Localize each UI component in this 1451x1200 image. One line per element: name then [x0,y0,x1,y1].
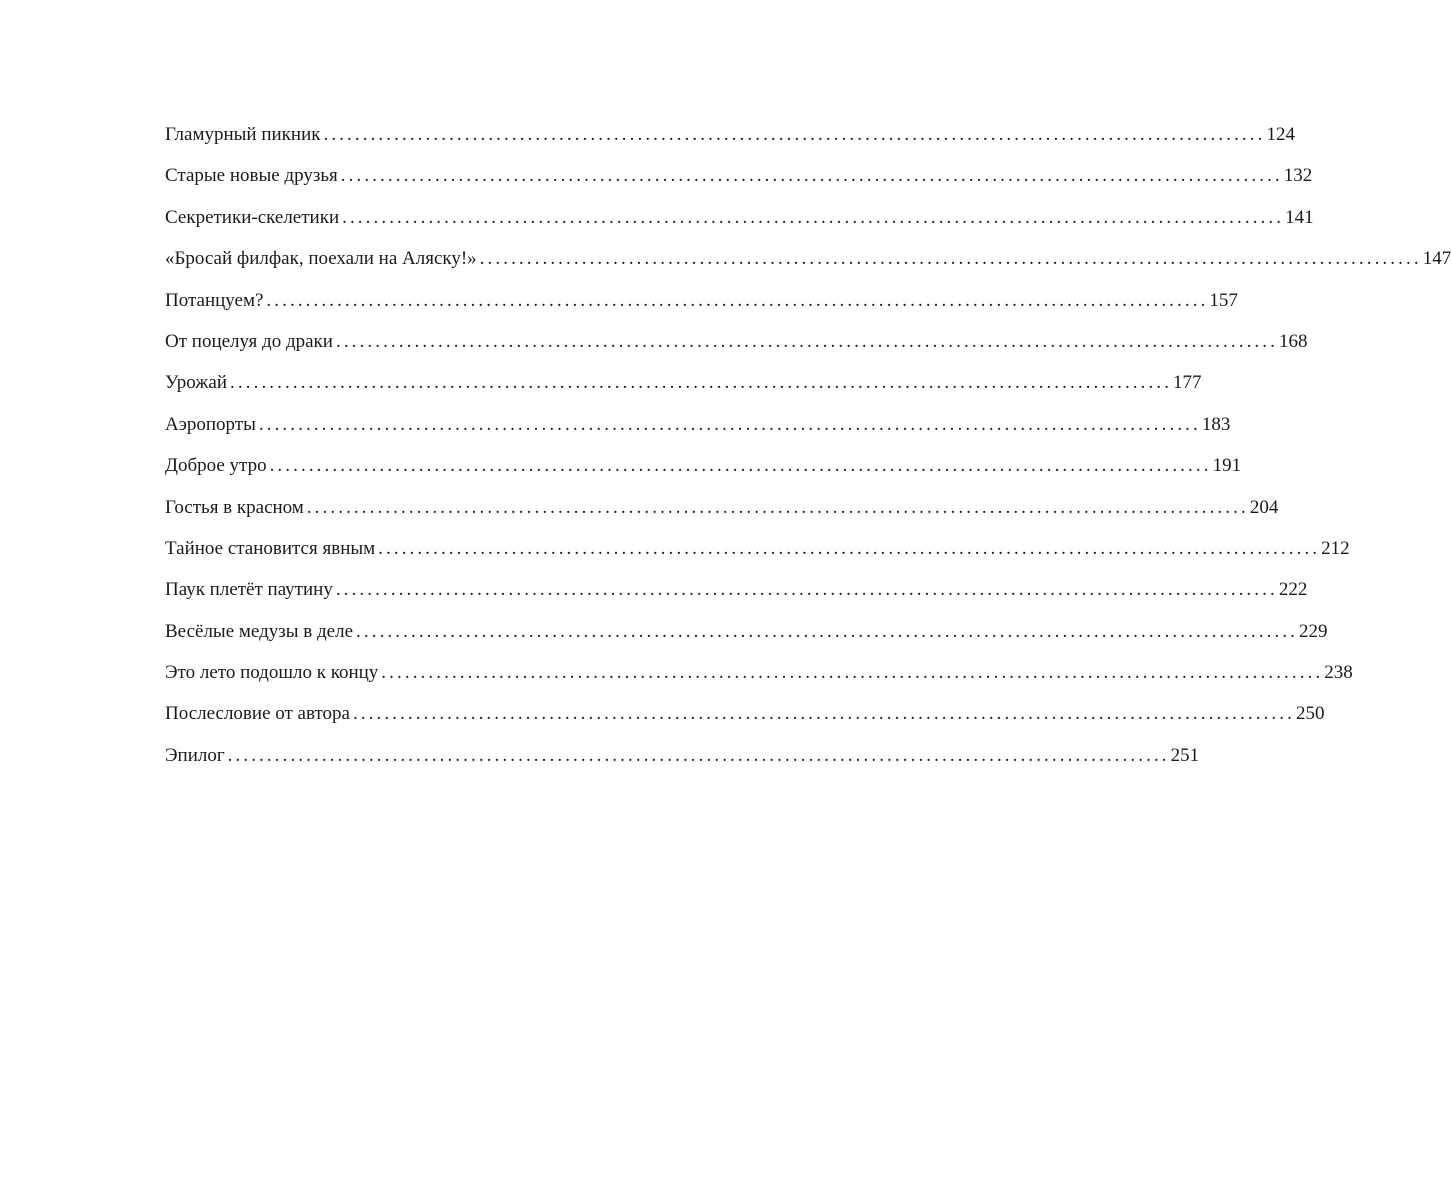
toc-entry-title: Это лето подошло к концу [165,662,379,684]
dot-leader: ........................................................................................................................ [269,455,1212,477]
dot-leader: ........................................................................................................................ [258,413,1201,435]
dot-leader: ........................................................................................................................ [323,124,1266,145]
toc-entry-title: «Бросай филфак, поехали на Аляску!» [165,248,477,270]
table-of-contents [165,114,1451,776]
toc-entry[interactable] [165,280,1238,321]
toc-entry-page: 168 [1278,330,1308,352]
toc-entry[interactable] [165,362,1202,403]
toc-entry-title: Потанцуем? [165,289,264,311]
dot-leader: ........................................................................................................................ [335,579,1278,601]
toc-entry[interactable] [165,197,1314,238]
dot-leader: ........................................................................................................................ [352,703,1295,725]
toc-entry-page: 222 [1278,579,1308,601]
toc-entry-title: Гламурный пикник [165,124,321,145]
toc-entry[interactable] [165,735,1200,776]
dot-leader: ........................................................................................................................ [378,537,1321,559]
dot-leader: ........................................................................................................................ [306,496,1249,518]
dot-leader: ........................................................................................................................ [342,206,1285,228]
toc-entry-title: Эпилог [165,744,225,766]
toc-entry[interactable] [165,652,1353,693]
toc-entry[interactable] [165,445,1242,486]
toc-entry[interactable] [165,404,1231,445]
toc-entry-page: 177 [1173,372,1202,394]
dot-leader: ........................................................................................................................ [479,248,1422,270]
dot-leader: ........................................................................................................................ [356,620,1299,642]
toc-entry[interactable] [165,611,1328,652]
toc-entry-page: 204 [1249,496,1279,518]
toc-entry-page: 238 [1324,662,1353,684]
toc-entry-title: Старые новые друзья [165,165,338,187]
toc-entry-page: 250 [1295,703,1325,725]
toc-entry[interactable] [165,114,1295,155]
toc-entry-title: Паук плетёт паутину [165,579,333,601]
toc-entry-title: Послесловие от автора [165,703,350,725]
toc-entry[interactable] [165,693,1325,734]
toc-entry-page: 251 [1170,744,1200,766]
dot-leader: ........................................................................................................................ [266,289,1209,311]
toc-entry-title: Гостья в красном [165,496,304,518]
toc-entry-title: Аэропорты [165,413,256,435]
dot-leader: ........................................................................................................................ [230,372,1173,394]
toc-entry[interactable] [165,321,1308,362]
dot-leader: ........................................................................................................................ [335,330,1278,352]
toc-entry-title: Урожай [165,372,228,394]
toc-entry[interactable] [165,528,1350,569]
toc-entry-page: 132 [1283,165,1313,187]
toc-entry-page: 229 [1299,620,1328,642]
toc-entry-page: 157 [1209,289,1238,311]
toc-entry[interactable] [165,155,1313,196]
toc-entry-title: Секретики-скелетики [165,206,340,228]
toc-entry-page: 141 [1285,206,1314,228]
toc-entry-page: 124 [1266,124,1295,145]
toc-entry-page: 191 [1212,455,1242,477]
toc-entry-page: 183 [1201,413,1231,435]
dot-leader: ........................................................................................................................ [227,744,1170,766]
dot-leader: ........................................................................................................................ [340,165,1283,187]
toc-entry-title: Весёлые медузы в деле [165,620,354,642]
toc-entry[interactable] [165,569,1308,610]
dot-leader: ........................................................................................................................ [381,662,1324,684]
toc-entry-title: Тайное становится явным [165,537,376,559]
toc-entry-page: 212 [1321,537,1350,559]
toc-entry[interactable] [165,238,1451,279]
toc-entry[interactable] [165,487,1279,528]
toc-entry-page: 147 [1422,248,1451,270]
toc-entry-title: От поцелуя до драки [165,330,333,352]
toc-entry-title: Доброе утро [165,455,267,477]
